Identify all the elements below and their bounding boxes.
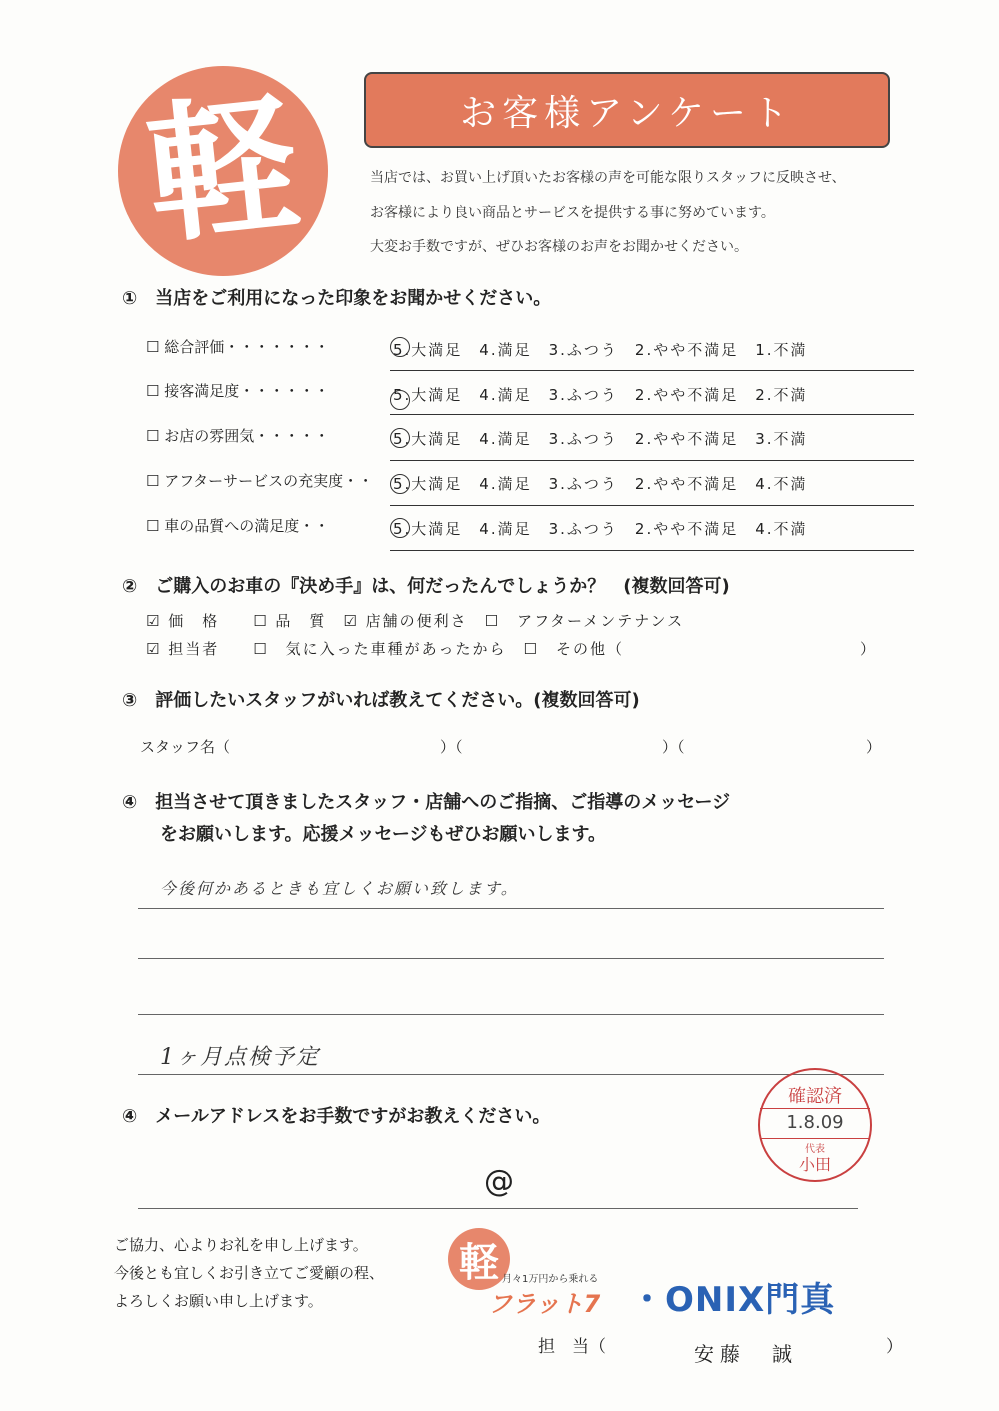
answer-line bbox=[138, 908, 884, 909]
answer-line bbox=[138, 958, 884, 959]
confirmation-stamp bbox=[758, 1068, 872, 1182]
q1-row-scale[interactable]: 5.大満足 4.満足 3.ふつう 2.やや不満足 1.不満 bbox=[393, 341, 808, 359]
staff-name-paren: ）（ bbox=[662, 738, 685, 756]
q4-handwritten-answer-2[interactable]: 1ヶ月点検予定 bbox=[160, 1045, 320, 1070]
staff-name-paren: ） bbox=[866, 738, 882, 756]
q2-other-close: ） bbox=[860, 640, 876, 658]
staff-name: 安藤 誠 bbox=[694, 1342, 798, 1366]
answer-line bbox=[138, 1074, 884, 1075]
stamp-date: 1.8.09 bbox=[786, 1112, 844, 1133]
q1-row-label[interactable]: ☐ 車の品質への満足度・・ bbox=[146, 517, 330, 535]
staff-label: 担 当（ bbox=[538, 1337, 606, 1357]
selection-circle bbox=[390, 390, 410, 410]
row-rule bbox=[390, 460, 914, 461]
selection-circle bbox=[390, 428, 410, 448]
intro-line-3: 大変お手数ですが、ぜひお客様のお声をお聞かせください。 bbox=[370, 239, 748, 255]
selection-circle bbox=[390, 518, 410, 538]
q5-heading: ④ メールアドレスをお手数ですがお教えください。 bbox=[122, 1106, 551, 1127]
q1-row-label[interactable]: ☐ 接客満足度・・・・・・ bbox=[146, 382, 330, 400]
q1-row-label[interactable]: ☐ お店の雰囲気・・・・・ bbox=[146, 427, 330, 445]
q1-row-scale[interactable]: 5.大満足 4.満足 3.ふつう 2.やや不満足 2.不満 bbox=[393, 386, 808, 404]
footer-line-3: よろしくお願い申し上げます。 bbox=[114, 1292, 323, 1310]
q1-row-scale[interactable]: 5.大満足 4.満足 3.ふつう 2.やや不満足 4.不満 bbox=[393, 520, 808, 538]
staff-close: ） bbox=[886, 1337, 903, 1357]
q1-row-scale[interactable]: 5.大満足 4.満足 3.ふつう 2.やや不満足 3.不満 bbox=[393, 430, 808, 448]
q4-heading-1: ④ 担当させて頂きましたスタッフ・店舗へのご指摘、ご指導のメッセージ bbox=[122, 792, 731, 813]
stamp-name: 小田 bbox=[798, 1155, 831, 1174]
email-line[interactable] bbox=[138, 1208, 858, 1209]
footer-line-2: 今後とも宜しくお引き立てご愛顧の程、 bbox=[114, 1264, 385, 1282]
staff-name-paren: ）（ bbox=[440, 738, 463, 756]
brand-tagline: 月々1万円から乗れる bbox=[502, 1274, 599, 1285]
stamp-role: 代表 bbox=[805, 1144, 825, 1155]
selection-circle bbox=[390, 474, 410, 494]
brand-kei-badge: 軽 bbox=[448, 1228, 510, 1290]
q1-heading: ① 当店をご利用になった印象をお聞かせください。 bbox=[122, 288, 552, 309]
kei-logo-char: 軽 bbox=[139, 76, 307, 266]
onix-kadoma-logo: ・ONIX門真 bbox=[630, 1280, 836, 1320]
intro-line-2: お客様により良い商品とサービスを提供する事に努めています。 bbox=[370, 205, 775, 221]
q1-row-label[interactable]: ☐ アフターサービスの充実度・・ bbox=[146, 472, 374, 490]
email-at-sign: @ bbox=[484, 1164, 514, 1199]
footer-line-1: ご協力、心よりお礼を申し上げます。 bbox=[114, 1236, 368, 1254]
q4-handwritten-answer-1[interactable]: 今後何かあるときも宜しくお願い致します。 bbox=[160, 879, 519, 898]
row-rule bbox=[390, 505, 914, 506]
staff-name-label: スタッフ名（ bbox=[140, 738, 231, 756]
selection-circle bbox=[390, 337, 410, 357]
q2-heading: ② ご購入のお車の『決め手』は、何だったんでしょうか？ (複数回答可) bbox=[122, 576, 730, 597]
row-rule bbox=[390, 414, 914, 415]
kei-logo bbox=[118, 66, 328, 276]
title-banner bbox=[364, 72, 890, 148]
q3-heading: ③ 評価したいスタッフがいれば教えてください。(複数回答可) bbox=[122, 690, 640, 711]
row-rule bbox=[390, 370, 914, 371]
q1-row-label[interactable]: ☐ 総合評価・・・・・・・ bbox=[146, 338, 330, 356]
q2-options-line-1[interactable]: ☑ 価 格 ☐ 品 質 ☑ 店舗の便利さ ☐ アフターメンテナンス bbox=[146, 612, 685, 630]
row-rule bbox=[390, 550, 914, 551]
q2-options-line-2[interactable]: ☑ 担当者 ☐ 気に入った車種があったから ☐ その他（ bbox=[146, 640, 624, 658]
q4-heading-2: をお願いします。応援メッセージもぜひお願いします。 bbox=[160, 824, 607, 845]
page-title: お客様アンケート bbox=[460, 92, 794, 134]
q1-row-scale[interactable]: 5.大満足 4.満足 3.ふつう 2.やや不満足 4.不満 bbox=[393, 475, 808, 493]
answer-line bbox=[138, 1014, 884, 1015]
intro-line-1: 当店では、お買い上げ頂いたお客様の声を可能な限りスタッフに反映させ、 bbox=[370, 170, 846, 186]
stamp-confirmed: 確認済 bbox=[788, 1086, 842, 1107]
brand-flat7: フラット7 bbox=[488, 1290, 601, 1318]
